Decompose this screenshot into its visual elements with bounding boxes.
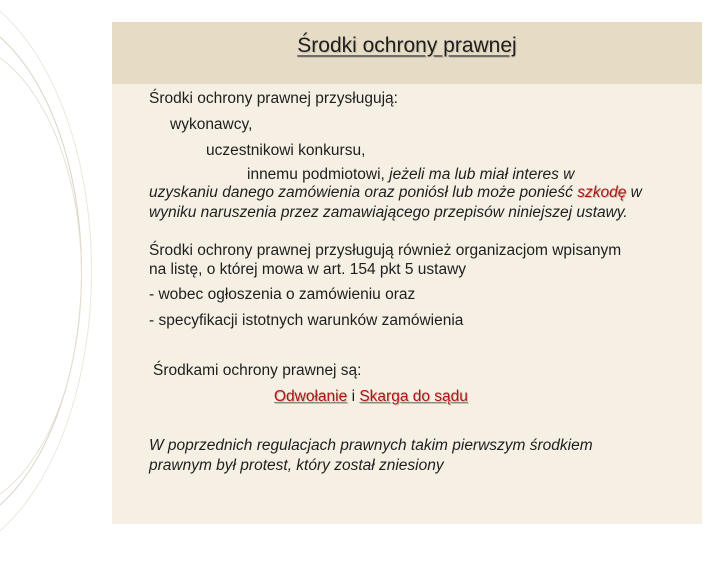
p2-item-2: - specyfikacji istotnych warunków zamówienia [149,312,464,329]
remedy-conjunction: i [351,388,356,405]
p2-line-1: Środki ochrony prawnej przysługują również organizacjom wpisanym [149,242,622,259]
slide-title: Środki ochrony prawnej [297,34,517,57]
p1-item-1: wykonawcy, [170,116,253,133]
remedy-court-complaint: Skarga do sądu [359,388,468,405]
p1-cont-red: szkodę [577,184,627,201]
p1-intro: Środki ochrony prawnej przysługują: [149,90,398,107]
p1-continuation-2: wyniku naruszenia przez zamawiającego przepisów niniejszej ustawy. [149,204,628,221]
p3-intro: Środkami ochrony prawnej są: [153,362,362,379]
decorative-arc [0,40,82,512]
p1-item-2: uczestnikowi konkursu, [206,142,366,159]
p4-line-1: W poprzednich regulacjach prawnych takim pierwszym środkiem [149,437,593,454]
remedy-appeal: Odwołanie [274,388,348,405]
decorative-frame [0,0,112,540]
p1-cont-tail: w [630,184,642,201]
p2-line-2: na listę, o której mowa w art. 154 pkt 5 ustawy [149,261,467,278]
p1-item-3-italic: jeżeli ma lub miał interes w [389,166,575,183]
p1-item-3-plain: innemu podmiotowi, [247,166,385,183]
p2-item-1: - wobec ogłoszenia o zamówieniu oraz [149,286,416,303]
p1-item-3 [247,165,574,185]
p1-cont-text: uzyskaniu danego zamówienia oraz poniósł lub może ponieść [149,184,573,201]
p1-continuation-1 [149,183,642,203]
p4-line-2: prawnym był protest, który został zniesiony [149,457,444,474]
p3-options [274,387,468,407]
